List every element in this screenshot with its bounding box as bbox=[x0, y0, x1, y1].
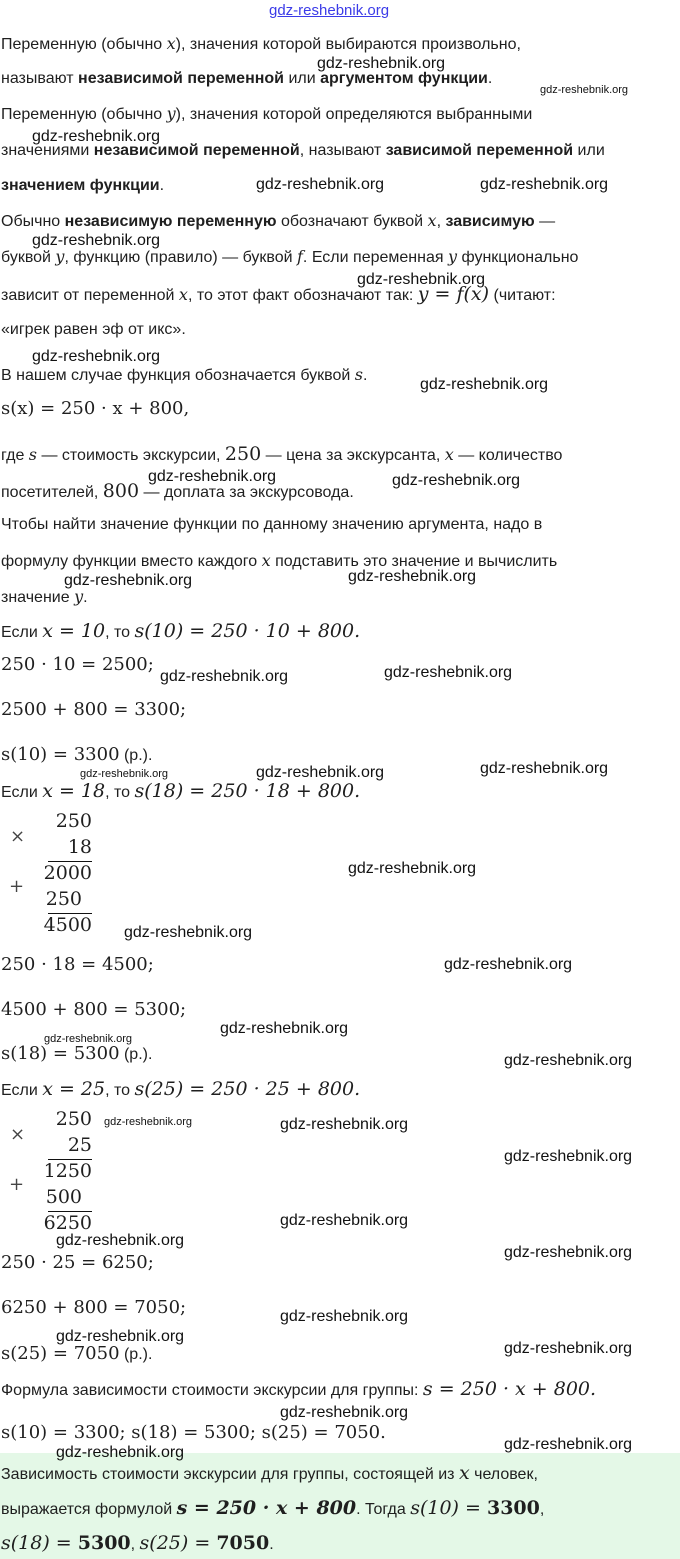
watermark-text: gdz-reshebnik.org bbox=[480, 760, 609, 777]
summary-values: s(10) = 3300; s(18) = 5300; s(25) = 7050. bbox=[1, 1422, 386, 1443]
column-factor: 25 bbox=[67, 1134, 92, 1156]
column-factor: 18 bbox=[67, 836, 92, 858]
watermark-text: gdz-reshebnik.org bbox=[44, 1033, 133, 1045]
watermark-text: gdz-reshebnik.org bbox=[480, 176, 609, 193]
watermark-text: gdz-reshebnik.org bbox=[124, 924, 253, 941]
watermark-text: gdz-reshebnik.org bbox=[504, 1052, 633, 1069]
watermark-text: gdz-reshebnik.org bbox=[504, 1436, 633, 1453]
answer-line: Зависимость стоимости экскурсии для группы, состоящей из x человек, bbox=[1, 1462, 538, 1484]
function-formula: s(x) = 250 · x + 800, bbox=[1, 398, 190, 419]
plus-sign: + bbox=[9, 876, 25, 897]
legend-line: посетителей, 800 — доплата за экскурсовода. bbox=[1, 480, 354, 502]
legend-line: где s — стоимость экскурсии, 250 — цена за экскурсанта, x — количество bbox=[1, 443, 563, 465]
watermark-text: gdz-reshebnik.org bbox=[280, 1116, 409, 1133]
answer-line: s(18) = 5300, s(25) = 7050. bbox=[1, 1532, 274, 1554]
times-sign: × bbox=[10, 826, 26, 847]
calc-step: 250 · 18 = 4500; bbox=[1, 954, 154, 975]
watermark-text: gdz-reshebnik.org bbox=[32, 232, 161, 249]
theory-line: Обычно независимую переменную обозначают буквой x, зависимую — bbox=[1, 211, 556, 230]
watermark-text: gdz-reshebnik.org bbox=[80, 768, 169, 780]
watermark-text: gdz-reshebnik.org bbox=[280, 1308, 409, 1325]
theory-line: Переменную (обычно y), значения которой определяются выбранными bbox=[1, 104, 533, 123]
watermark-text: gdz-reshebnik.org bbox=[56, 1444, 185, 1461]
solution-intro: В нашем случае функция обозначается буквой s. bbox=[1, 365, 368, 384]
watermark-text: gdz-reshebnik.org bbox=[160, 668, 289, 685]
case-condition: Если x = 10, то s(10) = 250 · 10 + 800. bbox=[1, 620, 361, 642]
theory-line: значением функции. bbox=[1, 177, 165, 194]
watermark-text: gdz-reshebnik.org bbox=[357, 271, 486, 288]
theory-line: Переменную (обычно x), значения которой выбираются произвольно, bbox=[1, 34, 521, 53]
watermark-text: gdz-reshebnik.org bbox=[148, 468, 277, 485]
watermark-text: gdz-reshebnik.org bbox=[280, 1404, 409, 1421]
watermark-text: gdz-reshebnik.org bbox=[220, 1020, 349, 1037]
case-condition: Если x = 25, то s(25) = 250 · 25 + 800. bbox=[1, 1078, 361, 1100]
plus-sign: + bbox=[9, 1174, 25, 1195]
theory-line: буквой y, функцию (правило) — буквой f. Если переменная y функционально bbox=[1, 247, 579, 266]
case-result: s(10) = 3300 (р.). bbox=[1, 744, 153, 765]
watermark-text: gdz-reshebnik.org bbox=[32, 348, 161, 365]
column-multiplication bbox=[0, 806, 110, 936]
watermark-text: gdz-reshebnik.org bbox=[317, 55, 446, 72]
answer-line: выражается формулой s = 250 · x + 800. Тогда s(10) = 3300, bbox=[1, 1497, 545, 1519]
watermark-text: gdz-reshebnik.org bbox=[32, 128, 161, 145]
watermark-text: gdz-reshebnik.org bbox=[104, 1116, 193, 1128]
calc-step: 250 · 25 = 6250; bbox=[1, 1252, 154, 1273]
answer-box bbox=[0, 1453, 680, 1559]
watermark-text: gdz-reshebnik.org bbox=[540, 84, 629, 96]
watermark-text: gdz-reshebnik.org bbox=[280, 1212, 409, 1229]
case-condition: Если x = 18, то s(18) = 250 · 18 + 800. bbox=[1, 780, 361, 802]
watermark-text: gdz-reshebnik.org bbox=[256, 176, 385, 193]
calc-step: 250 · 10 = 2500; bbox=[1, 654, 154, 675]
watermark-text: gdz-reshebnik.org bbox=[504, 1340, 633, 1357]
column-sum: 4500 bbox=[43, 914, 92, 936]
method-line: формулу функции вместо каждого x подставить это значение и вычислить bbox=[1, 551, 558, 570]
column-partial: 250 bbox=[45, 888, 82, 910]
watermark-text: gdz-reshebnik.org bbox=[348, 860, 477, 877]
column-partial: 2000 bbox=[43, 862, 92, 884]
watermark-text: gdz-reshebnik.org bbox=[56, 1328, 185, 1345]
watermark-text: gdz-reshebnik.org bbox=[392, 472, 521, 489]
watermark-text: gdz-reshebnik.org bbox=[56, 1232, 185, 1249]
calc-step: 2500 + 800 = 3300; bbox=[1, 699, 187, 720]
watermark-text: gdz-reshebnik.org bbox=[504, 1148, 633, 1165]
calc-step: 6250 + 800 = 7050; bbox=[1, 1297, 187, 1318]
column-sum: 6250 bbox=[43, 1212, 92, 1234]
method-line: значение y. bbox=[1, 587, 88, 606]
column-factor: 250 bbox=[55, 1108, 92, 1130]
column-partial: 500 bbox=[45, 1186, 82, 1208]
watermark-link[interactable]: gdz-reshebnik.org bbox=[269, 2, 390, 19]
summary-line: Формула зависимости стоимости экскурсии для группы: s = 250 · x + 800. bbox=[1, 1378, 597, 1400]
theory-line: значениями независимой переменной, называют зависимой переменной или bbox=[1, 142, 605, 159]
column-partial: 1250 bbox=[43, 1160, 92, 1182]
watermark-text: gdz-reshebnik.org bbox=[504, 1244, 633, 1261]
theory-line: зависит от переменной x, то этот факт обозначают так: y = f(x) (читают: bbox=[1, 283, 556, 305]
watermark-text: gdz-reshebnik.org bbox=[444, 956, 573, 973]
column-multiplication bbox=[0, 1104, 110, 1234]
case-result: s(18) = 5300 (р.). bbox=[1, 1043, 153, 1064]
watermark-text: gdz-reshebnik.org bbox=[348, 568, 477, 585]
column-factor: 250 bbox=[55, 810, 92, 832]
calc-step: 4500 + 800 = 5300; bbox=[1, 999, 187, 1020]
watermark-text: gdz-reshebnik.org bbox=[420, 376, 549, 393]
times-sign: × bbox=[10, 1124, 26, 1145]
method-line: Чтобы найти значение функции по данному значению аргумента, надо в bbox=[1, 516, 543, 533]
case-result: s(25) = 7050 (р.). bbox=[1, 1343, 153, 1364]
watermark-text: gdz-reshebnik.org bbox=[256, 764, 385, 781]
theory-line: называют независимой переменной или аргументом функции. bbox=[1, 70, 493, 87]
watermark-text: gdz-reshebnik.org bbox=[384, 664, 513, 681]
watermark-text: gdz-reshebnik.org bbox=[64, 572, 193, 589]
theory-line: «игрек равен эф от икс». bbox=[1, 321, 186, 338]
